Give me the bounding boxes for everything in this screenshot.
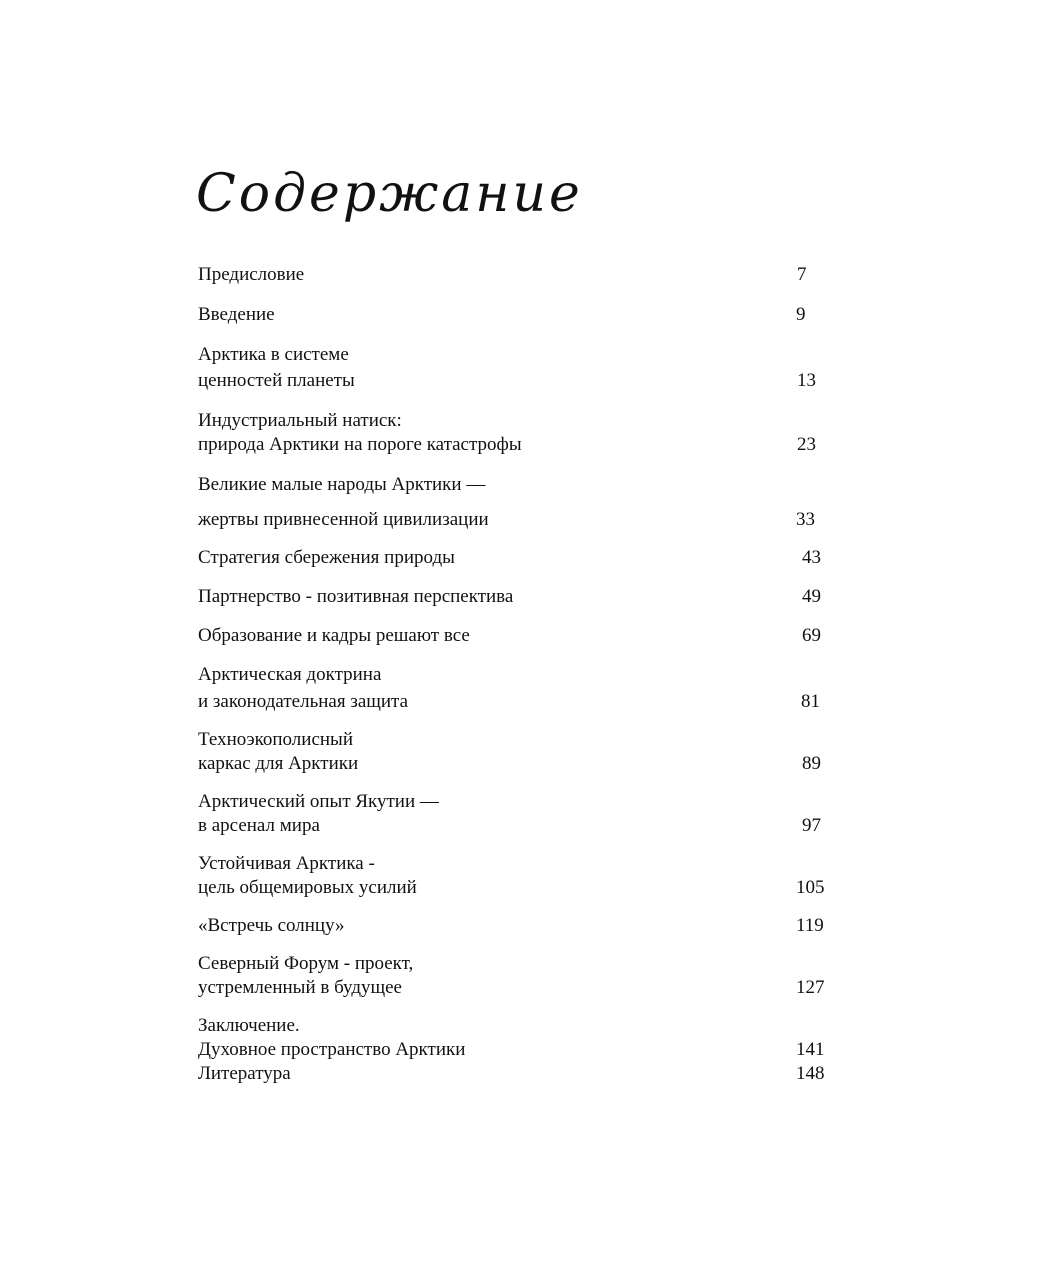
toc-entry-line: Духовное пространство Арктики — [198, 1039, 466, 1060]
toc-entry-line: ценностей планеты — [198, 370, 355, 391]
toc-page-number: 13 — [797, 370, 816, 391]
toc-entry-line: Техноэкополисный — [198, 729, 353, 750]
toc-entry-line: Индустриальный натиск: — [198, 410, 402, 431]
toc-page-number: 23 — [797, 434, 816, 455]
toc-entry-line: Арктическая доктрина — [198, 664, 382, 685]
contents-heading: Содержание — [196, 164, 583, 224]
toc-page-number: 7 — [797, 264, 807, 285]
toc-page-number: 43 — [802, 547, 821, 568]
toc-entry-line: Заключение. — [198, 1015, 300, 1036]
toc-page-number: 33 — [796, 509, 815, 530]
toc-page-number: 81 — [801, 691, 820, 712]
toc-entry-line: устремленный в будущее — [198, 977, 402, 998]
toc-entry-line: Великие малые народы Арктики — — [198, 474, 486, 495]
toc-entry-line: Северный Форум - проект, — [198, 953, 414, 974]
toc-entry-line: в арсенал мира — [198, 815, 320, 836]
toc-entry-line: Образование и кадры решают все — [198, 625, 470, 646]
toc-page-number: 49 — [802, 586, 821, 607]
toc-page-number: 127 — [796, 977, 825, 998]
toc-page-number: 97 — [802, 815, 821, 836]
toc-entry-line: Предисловие — [198, 264, 305, 285]
toc-page-number: 148 — [796, 1063, 825, 1084]
toc-page-number: 119 — [796, 915, 824, 936]
toc-entry-line: Стратегия сбережения природы — [198, 547, 455, 568]
toc-entry-line: природа Арктики на пороге катастрофы — [198, 434, 522, 455]
toc-entry-line: Литература — [198, 1063, 291, 1084]
toc-entry-line: «Встречь солнцу» — [198, 915, 345, 936]
toc-page-number: 9 — [796, 304, 806, 325]
toc-entry-line: цель общемировых усилий — [198, 877, 417, 898]
toc-entry-line: Введение — [198, 304, 275, 325]
toc-entry-line: Арктика в системе — [198, 344, 349, 365]
toc-entry-line: каркас для Арктики — [198, 753, 359, 774]
toc-entry-line: жертвы привнесенной цивилизации — [198, 509, 489, 530]
toc-page-number: 89 — [802, 753, 821, 774]
toc-entry-line: Партнерство - позитивная перспектива — [198, 586, 514, 607]
toc-entry-line: и законодательная защита — [198, 691, 409, 712]
toc-page-number: 69 — [802, 625, 821, 646]
toc-page-number: 141 — [796, 1039, 825, 1060]
toc-entry-line: Арктический опыт Якутии — — [198, 791, 439, 812]
toc-entry-line: Устойчивая Арктика - — [198, 853, 375, 874]
toc-page-number: 105 — [796, 877, 825, 898]
